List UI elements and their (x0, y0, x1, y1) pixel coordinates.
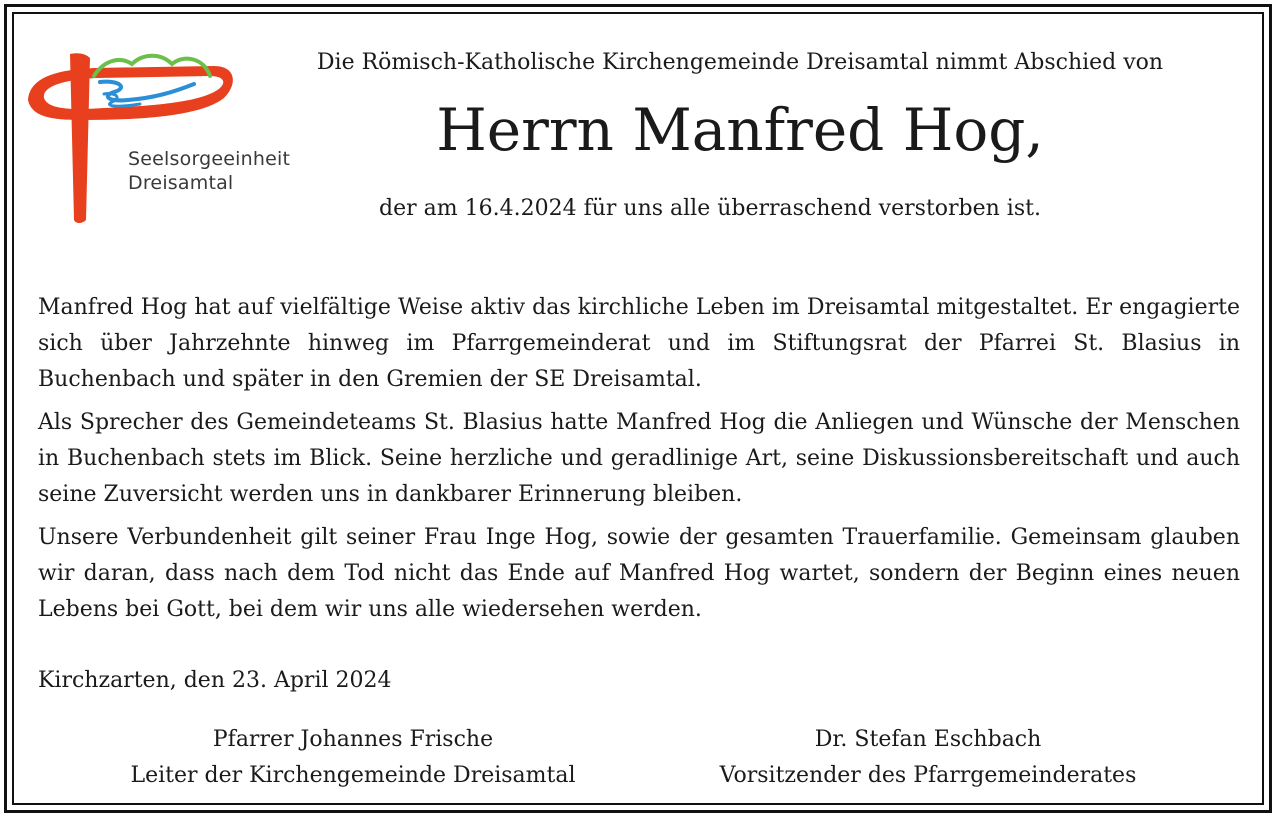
paragraph-3: Unsere Verbundenheit gilt seiner Frau Inge Hog, sowie der gesamten Trauerfamilie. Gemeinsam glauben wir daran, dass nach dem Tod nicht das Ende auf Manfred Hog wartet, sondern der Beginn eines neuen Lebens bei Gott, bei dem wir uns alle wiedersehen werden. (38, 525, 1240, 622)
signature-right-role: Vorsitzender des Pfarrgemeinderates (719, 763, 1137, 788)
paragraph-1: Manfred Hog hat auf vielfältige Weise aktiv das kirchliche Leben im Dreisamtal mitgestaltet. Er engagierte sich über Jahrzehnte hinweg im Pfarrgemeinderat und im Stiftungsrat der Pfarrei St. Blasius in Buchenbach und später in den Gremien der SE Dreisamtal. (38, 295, 1240, 392)
signature-right-name: Dr. Stefan Eschbach (814, 727, 1042, 752)
signature-left (70, 722, 636, 794)
signature-left-role: Leiter der Kirchengemeinde Dreisamtal (130, 763, 576, 788)
signature-left-name: Pfarrer Johannes Frische (212, 727, 494, 752)
signature-right (650, 722, 1206, 794)
logo-text-line1: Seelsorgeeinheit (128, 148, 291, 170)
paragraph-2: Als Sprecher des Gemeindeteams St. Blasius hatte Manfred Hog die Anliegen und Wünsche der Menschen in Buchenbach stets im Blick. Seine herzliche und geradlinige Art, seine Diskussionsbereitschaft und auch seine Zuversicht werden uns in dankbarer Erinnerung bleiben. (38, 410, 1240, 507)
intro-line: Die Römisch-Katholische Kirchengemeinde Dreisamtal nimmt Abschied von (316, 50, 1164, 75)
obituary-body (38, 290, 1240, 635)
logo-text-line2: Dreisamtal (128, 172, 234, 194)
place-date: Kirchzarten, den 23. April 2024 (38, 668, 392, 693)
death-date-line: der am 16.4.2024 für uns alle überraschend verstorben ist. (379, 196, 1041, 221)
deceased-name: Herrn Manfred Hog, (436, 96, 1044, 164)
